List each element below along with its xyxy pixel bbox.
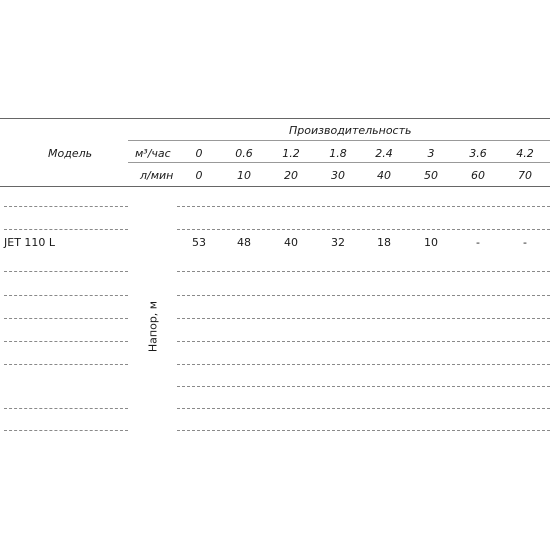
head-value-cell: - bbox=[476, 236, 480, 249]
head-value-cell: 40 bbox=[284, 236, 298, 249]
model-name: JET 110 L bbox=[4, 236, 56, 249]
flow-m3h-cell: 0.6 bbox=[235, 147, 253, 160]
row-divider bbox=[177, 341, 550, 342]
row-divider bbox=[4, 206, 128, 207]
row-divider bbox=[177, 430, 550, 431]
row-divider bbox=[177, 206, 550, 207]
head-value-cell: 10 bbox=[424, 236, 438, 249]
head-value-cell: 53 bbox=[192, 236, 206, 249]
row-divider bbox=[177, 408, 550, 409]
row-divider bbox=[4, 295, 128, 296]
table-top-rule bbox=[0, 118, 550, 119]
row-divider bbox=[4, 364, 128, 365]
header-bottom-rule bbox=[0, 186, 550, 187]
row-divider bbox=[177, 271, 550, 272]
head-value-cell: - bbox=[523, 236, 527, 249]
row-divider bbox=[4, 271, 128, 272]
flow-m3h-cell: 0 bbox=[195, 147, 203, 160]
flow-lmin-cell: 10 bbox=[237, 169, 251, 182]
row-divider bbox=[177, 364, 550, 365]
unit-lmin-label: л/мин bbox=[140, 169, 174, 182]
flow-lmin-cell: 50 bbox=[424, 169, 438, 182]
head-value-cell: 18 bbox=[377, 236, 391, 249]
row-divider bbox=[4, 408, 128, 409]
flow-m3h-cell: 4.2 bbox=[516, 147, 534, 160]
flow-lmin-cell: 70 bbox=[518, 169, 532, 182]
flow-m3h-cell: 1.2 bbox=[282, 147, 300, 160]
flow-m3h-cell: 1.8 bbox=[329, 147, 347, 160]
row-divider bbox=[4, 430, 128, 431]
flow-lmin-cell: 30 bbox=[331, 169, 345, 182]
flow-lmin-cell: 60 bbox=[471, 169, 485, 182]
flow-m3h-cell: 3.6 bbox=[469, 147, 487, 160]
head-value-cell: 48 bbox=[237, 236, 251, 249]
row-divider bbox=[4, 318, 128, 319]
row-divider bbox=[177, 229, 550, 230]
flow-lmin-cell: 40 bbox=[377, 169, 391, 182]
flow-row-rule bbox=[128, 162, 550, 163]
performance-header: Производительность bbox=[289, 124, 412, 137]
performance-header-rule bbox=[128, 140, 550, 141]
model-header: Модель bbox=[48, 147, 93, 160]
unit-m3h-label: м³/час bbox=[135, 147, 171, 160]
head-value-cell: 32 bbox=[331, 236, 345, 249]
row-divider bbox=[177, 295, 550, 296]
row-divider bbox=[4, 341, 128, 342]
row-divider bbox=[4, 229, 128, 230]
row-divider bbox=[177, 386, 550, 387]
head-axis-label: Напор, м bbox=[146, 300, 160, 353]
flow-m3h-cell: 2.4 bbox=[375, 147, 393, 160]
row-divider bbox=[177, 318, 550, 319]
flow-lmin-cell: 20 bbox=[284, 169, 298, 182]
flow-m3h-cell: 3 bbox=[427, 147, 435, 160]
flow-lmin-cell: 0 bbox=[195, 169, 203, 182]
